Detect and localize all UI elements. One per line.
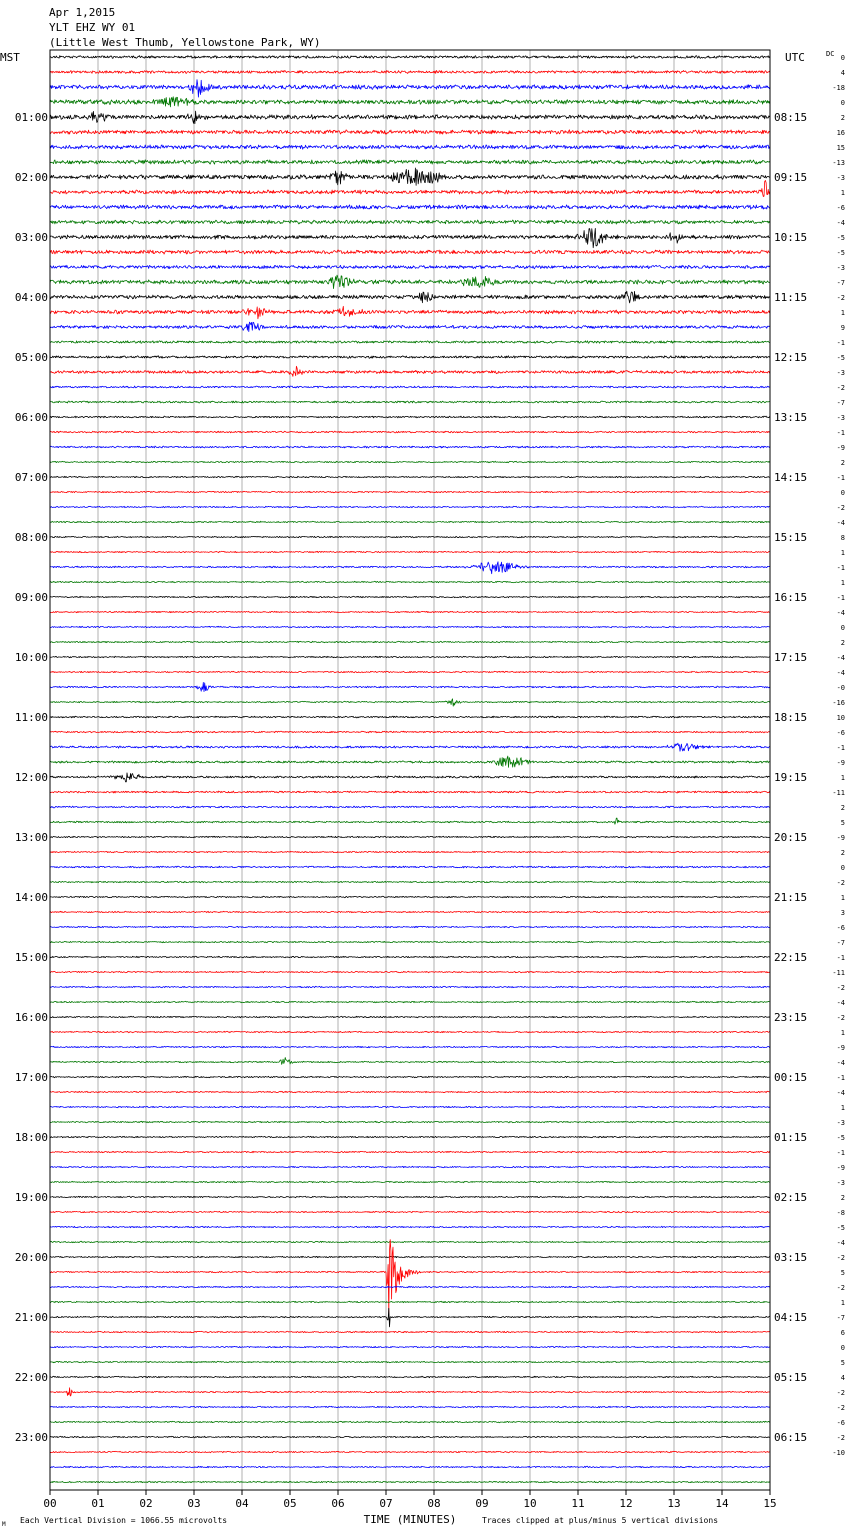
seismic-trace-58 [50,926,770,928]
seismic-trace-89 [50,1388,770,1396]
utc-hour-label: 03:15 [774,1251,808,1264]
dc-offset-label: -2 [836,984,845,992]
seismic-trace-81 [50,1240,770,1315]
dc-offset-label: 1 [840,774,845,782]
seismic-trace-38 [50,626,770,628]
seismic-trace-62 [50,986,770,987]
seismic-trace-63 [50,1001,770,1003]
seismic-trace-23 [50,401,770,403]
dc-offset-label: -2 [836,1254,845,1262]
seismic-trace-13 [50,250,770,254]
dc-offset-label: -2 [836,294,845,302]
seismic-trace-22 [50,386,770,388]
seismic-trace-26 [50,446,770,448]
seismic-trace-76 [50,1196,770,1198]
dc-offset-label: 2 [840,459,845,467]
dc-offset-label: -3 [836,1179,845,1187]
utc-hour-label: 13:15 [774,411,808,424]
seismic-trace-56 [50,896,770,897]
seismic-trace-28 [50,476,770,477]
mst-hour-label: 14:00 [14,891,48,904]
seismic-trace-65 [50,1031,770,1032]
seismic-trace-29 [50,491,770,493]
utc-hour-label: 20:15 [774,831,808,844]
mst-hour-label: 02:00 [14,171,48,184]
seismic-trace-10 [50,205,770,209]
dc-offset-label: -2 [836,1389,845,1397]
dc-offset-label: -16 [832,699,845,707]
dc-offset-label: 1 [840,1299,845,1307]
seismic-trace-70 [50,1106,770,1108]
utc-hour-label: 02:15 [774,1191,808,1204]
mst-hour-label: 04:00 [14,291,48,304]
dc-offset-label: 1 [840,579,845,587]
utc-hour-label: 21:15 [774,891,808,904]
seismic-trace-9 [50,180,770,196]
seismic-trace-86 [50,1346,770,1348]
seismic-trace-14 [50,265,770,269]
dc-offset-label: 2 [840,804,845,812]
mst-hour-label: 13:00 [14,831,48,844]
dc-offset-label: -1 [836,474,845,482]
dc-offset-label: -6 [836,1419,845,1427]
dc-offset-label: -2 [836,384,845,392]
seismic-trace-59 [50,941,770,942]
seismic-trace-94 [50,1466,770,1468]
seismic-trace-55 [50,881,770,883]
seismic-trace-93 [50,1451,770,1453]
dc-offset-label: -9 [836,1164,845,1172]
seismic-trace-1 [50,71,770,74]
seismic-trace-36 [50,596,770,598]
seismic-trace-84 [50,1308,770,1327]
dc-offset-label: 8 [840,534,845,542]
x-tick-label: 12 [619,1497,633,1510]
x-tick-label: 02 [139,1497,153,1510]
seismic-trace-57 [50,911,770,913]
dc-offset-label: 0 [840,1344,845,1352]
seismic-trace-79 [50,1241,770,1243]
dc-offset-label: 1 [840,309,845,317]
dc-offset-label: -3 [836,1119,845,1127]
seismic-trace-0 [50,56,770,59]
mst-hour-label: 22:00 [14,1371,48,1384]
seismic-trace-20 [50,356,770,359]
mst-hour-label: 06:00 [14,411,48,424]
dc-offset-label: 16 [836,129,845,137]
seismic-trace-88 [50,1376,770,1377]
seismic-trace-67 [50,1058,770,1065]
mst-hour-label: 20:00 [14,1251,48,1264]
dc-offset-label: -6 [836,729,845,737]
dc-offset-label: -7 [836,1314,845,1322]
dc-offset-label: 2 [840,639,845,647]
seismic-trace-25 [50,431,770,433]
dc-offset-label: 1 [840,1029,845,1037]
dc-offset-label: 0 [840,864,845,872]
seismic-trace-68 [50,1076,770,1077]
header-date: Apr 1,2015 [49,6,116,19]
mst-hour-label: 11:00 [14,711,48,724]
seismic-trace-34 [50,562,770,574]
seismic-trace-66 [50,1046,770,1048]
utc-hour-label: 18:15 [774,711,808,724]
dc-axis-title: DC [826,50,835,58]
seismic-trace-18 [50,322,770,331]
dc-offset-label: -0 [836,684,845,692]
seismic-trace-24 [50,416,770,418]
utc-hour-label: 06:15 [774,1431,808,1444]
mst-hour-label: 10:00 [14,651,48,664]
dc-offset-label: -9 [836,444,845,452]
mst-hour-label: 18:00 [14,1131,48,1144]
dc-offset-label: -8 [836,1209,845,1217]
dc-offset-label: -9 [836,834,845,842]
seismic-trace-53 [50,851,770,852]
seismic-trace-40 [50,656,770,658]
dc-offset-label: -5 [836,354,845,362]
dc-offset-label: -4 [836,1059,845,1067]
seismic-trace-2 [50,80,770,97]
dc-offset-label: -2 [836,1284,845,1292]
x-axis-title: TIME (MINUTES) [363,1513,457,1526]
seismic-trace-48 [50,773,770,782]
dc-offset-label: -5 [836,234,845,242]
seismic-trace-8 [50,168,770,185]
dc-offset-label: -1 [836,429,845,437]
dc-offset-label: -9 [836,759,845,767]
dc-offset-label: 1 [840,549,845,557]
dc-offset-label: -3 [836,369,845,377]
dc-offset-label: -4 [836,999,845,1007]
mst-hour-labels [15,111,48,1444]
x-axis-ticks [43,1490,776,1510]
x-tick-label: 03 [187,1497,201,1510]
dc-offset-labels [832,54,845,1457]
dc-offset-label: 6 [840,1329,845,1337]
seismic-trace-33 [50,551,770,553]
x-tick-label: 01 [91,1497,105,1510]
dc-offset-label: -4 [836,219,845,227]
dc-offset-label: 10 [836,714,845,722]
seismic-trace-75 [50,1181,770,1183]
dc-offset-label: -2 [836,1014,845,1022]
dc-offset-label: -1 [836,564,845,572]
seismic-trace-74 [50,1166,770,1167]
seismic-trace-80 [50,1256,770,1257]
dc-offset-label: -7 [836,279,845,287]
corner-mark: M [2,1521,6,1528]
clip-note: Traces clipped at plus/minus 5 vertical divisions [482,1516,719,1525]
seismic-traces [50,56,770,1483]
utc-hour-label: 22:15 [774,951,808,964]
dc-offset-label: -5 [836,249,845,257]
dc-offset-label: 2 [840,849,845,857]
dc-offset-label: 2 [840,114,845,122]
dc-offset-label: 2 [840,1194,845,1202]
utc-hour-label: 11:15 [774,291,808,304]
x-tick-label: 05 [283,1497,297,1510]
mst-hour-label: 21:00 [14,1311,48,1324]
dc-offset-label: 4 [840,69,845,77]
seismic-trace-49 [50,791,770,793]
dc-offset-label: -2 [836,1434,845,1442]
x-tick-label: 08 [427,1497,441,1510]
seismic-trace-43 [50,699,770,706]
dc-offset-label: -5 [836,1224,845,1232]
dc-offset-label: -1 [836,594,845,602]
dc-offset-label: -2 [836,504,845,512]
x-tick-label: 13 [667,1497,681,1510]
dc-offset-label: -3 [836,174,845,182]
x-tick-label: 09 [475,1497,489,1510]
utc-hour-label: 08:15 [774,111,808,124]
dc-offset-label: -6 [836,204,845,212]
dc-offset-label: -7 [836,399,845,407]
seismic-trace-90 [50,1406,770,1408]
x-tick-label: 10 [523,1497,537,1510]
dc-offset-label: 0 [840,489,845,497]
dc-offset-label: -4 [836,1239,845,1247]
dc-offset-label: 1 [840,894,845,902]
x-tick-label: 00 [43,1497,57,1510]
seismic-trace-85 [50,1331,770,1333]
mst-hour-label: 01:00 [14,111,48,124]
mst-axis-title: MST [0,51,20,64]
dc-offset-label: -10 [832,1449,845,1457]
seismic-trace-60 [50,956,770,957]
seismic-trace-27 [50,461,770,463]
dc-offset-label: -2 [836,1404,845,1412]
mst-hour-label: 15:00 [14,951,48,964]
dc-offset-label: -11 [832,969,845,977]
mst-hour-label: 03:00 [14,231,48,244]
seismic-trace-35 [50,581,770,582]
header-station: YLT EHZ WY 01 [49,21,136,34]
dc-offset-label: -4 [836,519,845,527]
utc-hour-label: 12:15 [774,351,808,364]
seismic-trace-61 [50,971,770,973]
dc-offset-label: 5 [840,819,845,827]
dc-offset-label: -9 [836,1044,845,1052]
dc-offset-label: -18 [832,84,845,92]
dc-offset-label: -1 [836,1074,845,1082]
dc-offset-label: 4 [840,1374,845,1382]
dc-offset-label: -4 [836,669,845,677]
dc-offset-label: -2 [836,879,845,887]
seismic-trace-15 [50,275,770,288]
seismic-trace-69 [50,1091,770,1093]
seismic-trace-31 [50,521,770,523]
mst-hour-label: 07:00 [14,471,48,484]
dc-offset-label: -7 [836,939,845,947]
x-tick-label: 04 [235,1497,249,1510]
seismic-trace-64 [50,1016,770,1018]
dc-offset-label: -11 [832,789,845,797]
utc-hour-label: 19:15 [774,771,808,784]
dc-offset-label: 0 [840,99,845,107]
mst-hour-label: 12:00 [14,771,48,784]
dc-offset-label: -13 [832,159,845,167]
seismic-trace-16 [50,291,770,303]
dc-offset-label: 1 [840,1104,845,1112]
seismic-trace-78 [50,1226,770,1228]
dc-offset-label: -3 [836,414,845,422]
dc-offset-label: -4 [836,654,845,662]
dc-offset-label: -3 [836,264,845,272]
dc-offset-label: -1 [836,339,845,347]
seismic-trace-91 [50,1421,770,1423]
seismic-trace-51 [50,818,770,824]
mst-hour-label: 08:00 [14,531,48,544]
seismic-trace-5 [50,130,770,134]
mst-hour-label: 17:00 [14,1071,48,1084]
seismic-trace-7 [50,160,770,164]
dc-offset-label: -1 [836,954,845,962]
dc-offset-label: 5 [840,1269,845,1277]
seismic-trace-73 [50,1151,770,1153]
utc-hour-label: 23:15 [774,1011,808,1024]
seismic-trace-50 [50,806,770,808]
mst-hour-label: 05:00 [14,351,48,364]
seismic-trace-6 [50,145,770,149]
seismic-trace-83 [50,1301,770,1303]
seismic-trace-42 [50,682,770,691]
seismic-trace-54 [50,866,770,868]
dc-offset-label: 5 [840,1359,845,1367]
dc-offset-label: -4 [836,609,845,617]
x-tick-label: 14 [715,1497,729,1510]
x-tick-label: 15 [763,1497,777,1510]
utc-hour-label: 16:15 [774,591,808,604]
utc-hour-label: 10:15 [774,231,808,244]
dc-offset-label: -5 [836,1134,845,1142]
seismic-trace-3 [50,97,770,107]
dc-offset-label: -6 [836,924,845,932]
utc-axis-title: UTC [785,51,805,64]
dc-offset-label: 1 [840,189,845,197]
mst-hour-label: 09:00 [14,591,48,604]
utc-hour-label: 15:15 [774,531,808,544]
seismic-trace-4 [50,111,770,123]
dc-offset-label: -1 [836,744,845,752]
x-tick-label: 06 [331,1497,345,1510]
seismic-trace-37 [50,611,770,612]
seismic-trace-72 [50,1136,770,1137]
x-tick-label: 11 [571,1497,585,1510]
seismic-trace-11 [50,220,770,224]
seismic-trace-47 [50,756,770,767]
seismic-trace-87 [50,1361,770,1362]
seismic-trace-92 [50,1436,770,1438]
seismic-trace-30 [50,506,770,507]
seismic-trace-21 [50,366,770,376]
dc-offset-label: 9 [840,324,845,332]
seismic-trace-41 [50,671,770,673]
seismic-trace-17 [50,306,770,318]
mst-hour-label: 16:00 [14,1011,48,1024]
dc-offset-label: -1 [836,1149,845,1157]
utc-hour-label: 04:15 [774,1311,808,1324]
seismic-trace-71 [50,1121,770,1123]
dc-offset-label: 15 [836,144,845,152]
seismic-trace-39 [50,641,770,642]
seismic-trace-77 [50,1211,770,1212]
x-tick-label: 07 [379,1497,393,1510]
header-location: (Little West Thumb, Yellowstone Park, WY) [49,36,321,49]
seismic-trace-52 [50,836,770,838]
scale-note: Each Vertical Division = 1066.55 microvolts [20,1516,228,1525]
utc-hour-label: 09:15 [774,171,808,184]
dc-offset-label: 0 [840,624,845,632]
utc-hour-label: 05:15 [774,1371,808,1384]
seismic-trace-19 [50,341,770,344]
utc-hour-labels [774,111,807,1444]
utc-hour-label: 17:15 [774,651,808,664]
mst-hour-label: 19:00 [14,1191,48,1204]
dc-offset-label: 0 [840,54,845,62]
dc-offset-label: 3 [840,909,845,917]
seismic-trace-45 [50,731,770,733]
seismic-trace-82 [50,1286,770,1288]
utc-hour-label: 01:15 [774,1131,808,1144]
seismic-trace-32 [50,536,770,538]
utc-hour-label: 14:15 [774,471,808,484]
dc-offset-label: -4 [836,1089,845,1097]
seismic-trace-46 [50,743,770,751]
seismic-trace-12 [50,228,770,247]
mst-hour-label: 23:00 [14,1431,48,1444]
utc-hour-label: 00:15 [774,1071,808,1084]
seismic-trace-95 [50,1481,770,1483]
seismic-trace-44 [50,716,770,718]
